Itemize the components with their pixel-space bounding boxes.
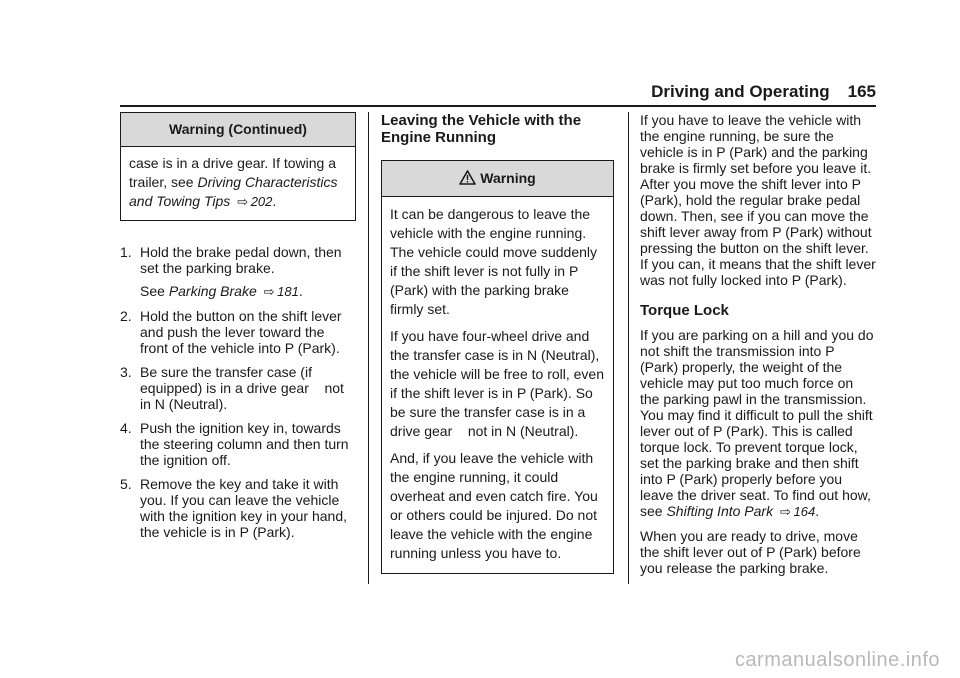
warning-continued-title: Warning (Continued) bbox=[121, 113, 355, 147]
shifting-into-park-ref[interactable]: ⇨ 164 bbox=[779, 504, 816, 519]
column-1 bbox=[120, 112, 356, 548]
warning-continued-body: case is in a drive gear. If towing a trailer, see Driving Characteristics and Towing Tips ⇨ 202. bbox=[129, 155, 338, 209]
warning-body bbox=[382, 197, 613, 573]
page-number: 165 bbox=[847, 82, 876, 101]
warning-paragraph: And, if you leave the vehicle with the engine running, it could overheat and even catch fire. You or others could be injured. Do not leave the vehicle with the engine running unless you have to. bbox=[390, 450, 598, 561]
ready-to-drive-paragraph: When you are ready to drive, move the shift lever out of P (Park) before you release the parking brake. bbox=[640, 528, 861, 576]
page-header bbox=[120, 82, 876, 104]
list-item: 3. Be sure the transfer case (if equipped) is in a drive gear not in N (Neutral). bbox=[120, 364, 348, 412]
warning-continued-text: case is in a drive gear. If towing a trailer, see bbox=[129, 155, 336, 190]
steps-list bbox=[120, 244, 356, 540]
parking-brake-link[interactable]: Parking Brake bbox=[168, 283, 257, 299]
list-item: 1. Hold the brake pedal down, then set the parking brake. See Parking Brake ⇨ 181. bbox=[120, 244, 356, 300]
column-divider-left bbox=[368, 112, 369, 584]
list-item: 2. Hold the button on the shift lever and push the lever toward the front of the vehicle into P (Park). bbox=[120, 308, 342, 356]
shifting-into-park-link[interactable]: Shifting Into Park bbox=[666, 503, 774, 519]
warning-paragraph: If you have four-wheel drive and the transfer case is in N (Neutral), the vehicle will be free to roll, even if the shift lever is in P (Park). So be sure the transfer case is in a drive gear not in N (Neutral). bbox=[390, 328, 608, 439]
warning-triangle-icon bbox=[459, 170, 476, 185]
towing-tips-ref[interactable]: ⇨ 202 bbox=[237, 194, 273, 209]
header-rule bbox=[120, 105, 876, 107]
watermark: carmanualsonline.info bbox=[734, 649, 940, 671]
column-divider-right bbox=[628, 112, 629, 584]
leaving-vehicle-heading: Leaving the Vehicle with the Engine Running bbox=[381, 112, 582, 146]
warning-continued-box bbox=[120, 112, 356, 221]
torque-lock-paragraph: If you are parking on a hill and you do not shift the transmission into P (Park) properly, the weight of the vehicle may put too much force on the parking pawl in the transmission. You may find it difficult to pull the shift lever out of P (Park). This is called torque lock. To prevent torque lock, set the parking brake and then shift into P (Park) properly before you leave the driver seat. To find out how, see Shifting Into Park ⇨ 164. bbox=[640, 327, 874, 519]
list-item: 4. Push the ignition key in, towards the steering column and then turn the ignition off. bbox=[120, 420, 349, 468]
engine-running-paragraph: If you have to leave the vehicle with the engine running, be sure the vehicle is in P (Park) and the parking brake is firmly set before you leave it. After you move the shift lever into P (Park), hold the regular brake pedal down. Then, see if you can move the shift lever away from P (Park) without pressing the button on the shift lever. If you can, it means that the shift lever was not fully locked into P (Park). bbox=[640, 112, 876, 288]
parking-brake-ref[interactable]: ⇨ 181 bbox=[263, 284, 299, 299]
list-item: 5. Remove the key and take it with you. If you can leave the vehicle with the ignition key in your hand, the vehicle is in P (Park). bbox=[120, 476, 348, 540]
column-2 bbox=[381, 112, 614, 574]
torque-lock-heading: Torque Lock bbox=[640, 302, 729, 319]
towing-tips-link[interactable]: Driving Characteristics and Towing Tips bbox=[129, 174, 338, 209]
column-3 bbox=[640, 112, 876, 576]
section-title: Driving and Operating bbox=[651, 82, 830, 101]
warning-title-bar bbox=[382, 161, 613, 197]
warning-title: Warning bbox=[480, 170, 536, 186]
warning-paragraph: It can be dangerous to leave the vehicle with the engine running. The vehicle could move suddenly if the shift lever is not fully in P (Park) with the parking brake firmly set. bbox=[390, 206, 598, 317]
warning-box bbox=[381, 160, 614, 574]
step-1-see: See Parking Brake ⇨ 181. bbox=[140, 283, 303, 299]
